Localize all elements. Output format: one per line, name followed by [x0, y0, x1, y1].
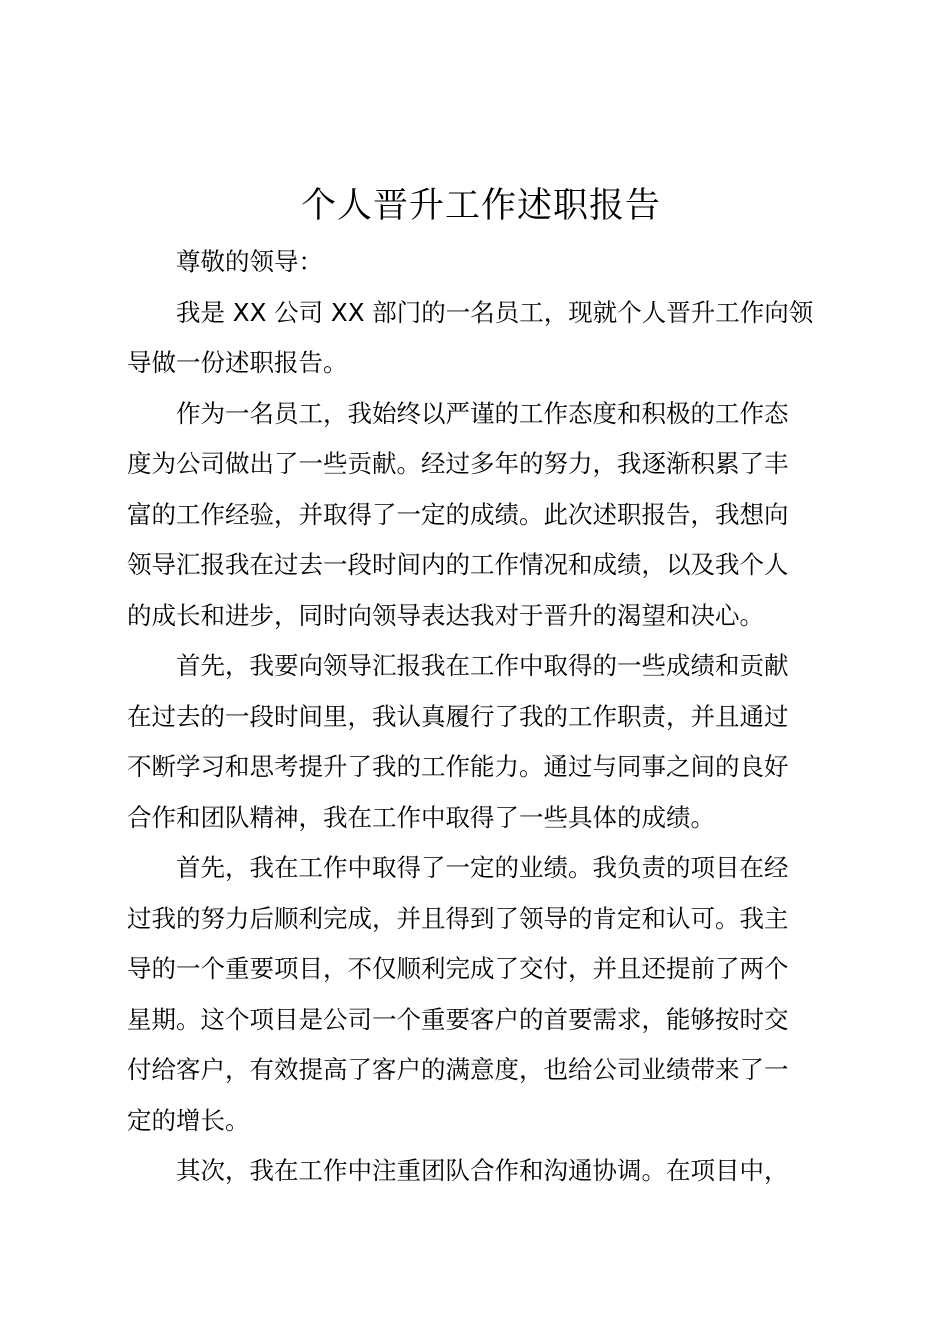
- paragraph-performance: [127, 843, 835, 1146]
- text-line: 我是 XX 公司 XX 部门的一名员工，现就个人晋升工作向领: [176, 297, 814, 327]
- text-line: 不断学习和思考提升了我的工作能力。通过与同事之间的良好: [127, 752, 789, 781]
- text-line: 星期。这个项目是公司一个重要客户的首要需求，能够按时交: [127, 1004, 789, 1034]
- text-line: 作为一名员工，我始终以严谨的工作态度和积极的工作态: [176, 398, 789, 428]
- paragraph-achievements: [127, 641, 835, 843]
- text-line: 度为公司做出了一些贡献。经过多年的努力，我逐渐积累了丰: [127, 449, 789, 478]
- text-line: 定的增长。: [127, 1105, 250, 1135]
- text-line: 付给客户，有效提高了客户的满意度，也给公司业绩带来了一: [127, 1055, 789, 1084]
- text-line: 的成长和进步，同时向领导表达我对于晋升的渴望和决心。: [127, 600, 764, 630]
- text-line: 领导汇报我在过去一段时间内的工作情况和成绩，以及我个人: [127, 550, 789, 579]
- paragraph-teamwork: [127, 1146, 835, 1197]
- text-line: 合作和团队精神，我在工作中取得了一些具体的成绩。: [127, 802, 715, 832]
- text-line: 在过去的一段时间里，我认真履行了我的工作职责，并且通过: [127, 701, 789, 731]
- paragraph-salutation: [127, 237, 835, 288]
- document-title: 个人晋升工作述职报告: [300, 186, 661, 226]
- text-line: 首先，我在工作中取得了一定的业绩。我负责的项目在经: [176, 853, 789, 882]
- text-line: 尊敬的领导：: [176, 247, 323, 276]
- text-line: 导的一个重要项目，不仅顺利完成了交付，并且还提前了两个: [127, 954, 789, 983]
- text-line: 首先，我要向领导汇报我在工作中取得的一些成绩和贡献: [176, 651, 789, 680]
- document-page: [127, 178, 835, 1197]
- text-line: 富的工作经验，并取得了一定的成绩。此次述职报告，我想向: [127, 499, 789, 529]
- paragraph-background: [127, 389, 835, 642]
- text-line: 其次，我在工作中注重团队合作和沟通协调。在项目中，: [176, 1156, 789, 1185]
- text-line: 过我的努力后顺利完成，并且得到了领导的肯定和认可。我主: [127, 903, 789, 933]
- paragraph-intro: [127, 288, 835, 389]
- text-line: 导做一份述职报告。: [127, 348, 348, 377]
